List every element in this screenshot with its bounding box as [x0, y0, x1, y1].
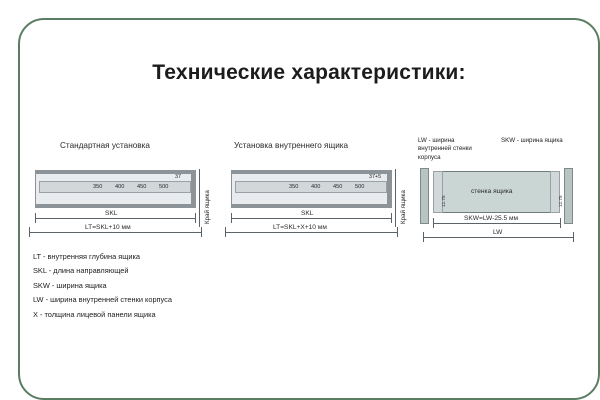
- dimline-skw: [433, 223, 560, 224]
- edge-line-standard: [199, 169, 200, 227]
- page-title: Технические характеристики:: [152, 61, 466, 84]
- rail-value-3: 500: [159, 184, 169, 190]
- label-right-tick: 12.75: [558, 195, 563, 207]
- caption-inner-drawer: Установка внутреннего ящика: [234, 141, 349, 150]
- label-skw: SKW=LW-25.5 мм: [464, 215, 519, 222]
- tick-skl-right: [195, 213, 196, 223]
- legend-item-lt: LT - внутренняя глубина ящика: [33, 252, 140, 261]
- cabinet-wall-left: [420, 168, 429, 224]
- caption-standard-installation: Стандартная установка: [60, 141, 150, 150]
- dimline-lw: [423, 237, 573, 238]
- inner-rail-bottom-strip: [231, 204, 391, 208]
- side-note-standard: Край ящика: [204, 190, 211, 224]
- tick-lt-inner-left: [225, 227, 226, 237]
- inner-rail-value-3: 500: [355, 184, 365, 190]
- legend-item-x: X - толщина лицевой панели ящика: [33, 309, 156, 319]
- legend: [33, 250, 172, 322]
- tick-skw-left: [433, 218, 434, 228]
- tick-skw-right: [560, 218, 561, 228]
- dimline-lt-inner: [225, 232, 397, 233]
- label-drawer-wall: стенка ящика: [471, 188, 513, 195]
- note-skw: SKW - ширина ящика: [501, 137, 563, 144]
- tick-skl-left: [35, 213, 36, 223]
- tick-skl-inner-left: [231, 213, 232, 223]
- rail-top-strip: [35, 170, 195, 174]
- label-lt-standard: LT=SKL+10 мм: [85, 224, 131, 231]
- side-note-inner: Край ящика: [400, 190, 407, 224]
- note-lw: LW - ширина внутренней стенки корпуса: [418, 137, 472, 161]
- label-lt-inner: LT=SKL+X+10 мм: [273, 224, 327, 231]
- legend-item-skw: SKW - ширина ящика: [33, 280, 107, 290]
- tick-lt-right: [201, 227, 202, 237]
- label-skl-standard: SKL: [105, 210, 118, 217]
- tick-lt-left: [29, 227, 30, 237]
- height-mark-inner: 37+5: [369, 174, 382, 180]
- tick-lw-right: [573, 232, 574, 242]
- tick-lw-left: [423, 232, 424, 242]
- legend-item-lw: LW - ширина внутренней стенки корпуса: [33, 295, 172, 305]
- rail-value-2: 450: [137, 184, 147, 190]
- legend-item-skl: SKL - длина направляющей: [33, 266, 129, 276]
- rail-bottom-strip: [35, 204, 195, 208]
- inner-rail-value-2: 450: [333, 184, 343, 190]
- rail-value-1: 400: [115, 184, 125, 190]
- tick-lt-inner-right: [397, 227, 398, 237]
- label-left-tick: 12.75: [441, 195, 446, 207]
- dimline-skl-inner: [231, 218, 391, 219]
- label-skl-inner: SKL: [301, 210, 314, 217]
- label-lw: LW: [493, 229, 503, 236]
- rail-value-0: 350: [93, 184, 103, 190]
- dimline-skl-standard: [35, 218, 195, 219]
- inner-rail-top-strip: [231, 170, 391, 174]
- rail-end-block: [191, 170, 196, 208]
- edge-line-inner: [395, 169, 396, 227]
- tick-skl-inner-right: [391, 213, 392, 223]
- inner-rail-value-0: 350: [289, 184, 299, 190]
- inner-rail-end-block: [387, 170, 392, 208]
- height-mark-standard: 37: [175, 174, 181, 180]
- cabinet-wall-right: [564, 168, 573, 224]
- inner-rail-value-1: 400: [311, 184, 321, 190]
- dimline-lt-standard: [29, 232, 201, 233]
